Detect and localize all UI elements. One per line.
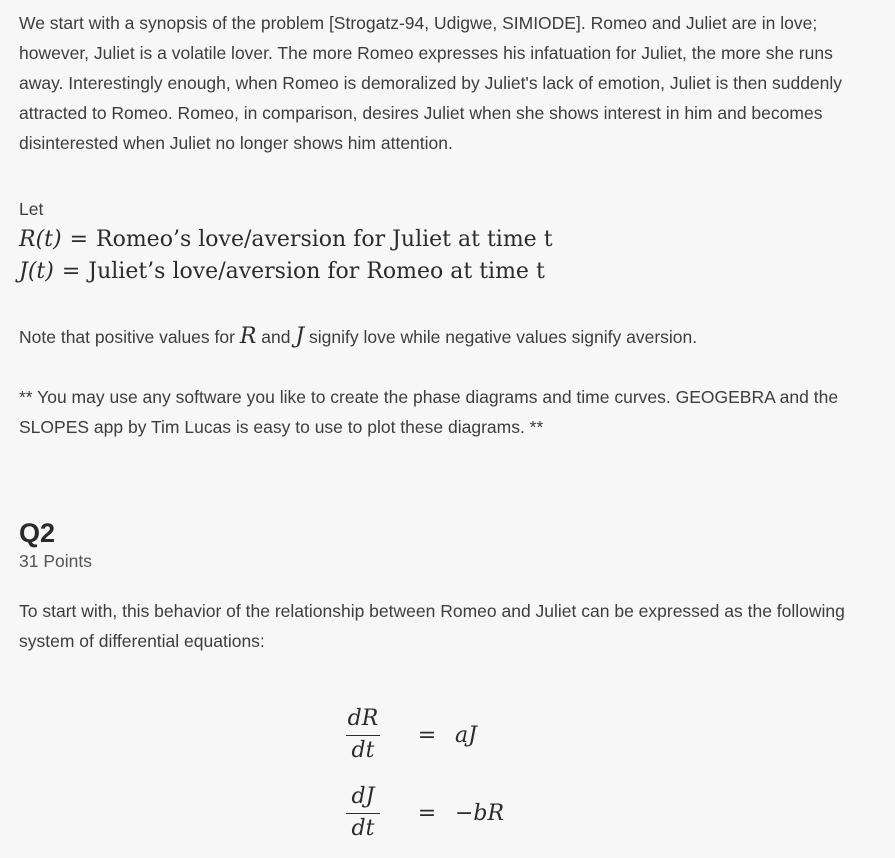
let-label: Let [19,199,44,219]
differential-equations [343,700,504,848]
equals-sign: = [69,227,89,252]
equals-sign: = [417,800,437,826]
note-text: signify love while negative values signify aversion. [304,327,698,347]
definition-romeo [19,224,879,256]
question-points: 31 Points [19,551,92,571]
fraction-denominator: dt [351,815,375,841]
derivative-fraction [343,705,383,766]
equation-rhs: aJ [455,722,477,748]
definition-rhs: Juliet’s love/aversion for Romeo at time t [88,259,545,284]
equation-dr-dt [343,700,504,770]
question-title: Q2 [19,518,56,548]
definition-lhs: R(t) [19,227,62,252]
sign-note [19,322,879,352]
variable-j: J [295,324,305,349]
fraction-numerator: dR [347,705,379,731]
fraction-denominator: dt [351,737,375,763]
equals-sign: = [417,722,437,748]
question-text: To start with, this behavior of the relationship between Romeo and Juliet can be expressed as the following system of differential equations: [19,601,845,651]
question-page [19,8,879,656]
derivative-fraction [343,783,383,844]
note-text: Note that positive values for [19,327,240,347]
fraction-numerator: dJ [351,783,375,809]
definition-juliet [19,256,879,288]
definition-rhs: Romeo’s love/aversion for Juliet at time t [96,227,553,252]
equation-rhs: −bR [455,800,505,826]
definitions-block [19,194,879,288]
definition-lhs: J(t) [19,259,54,284]
variable-r: R [239,324,257,349]
equation-dj-dt [343,778,504,848]
intro-paragraph: We start with a synopsis of the problem [Strogatz-94, Udigwe, SIMIODE]. Romeo and Juliet are in love; however, Juliet is a volatile lover. The more Romeo expresses his infatuation for Juliet, the more she runs away. Interestingly enough, when Romeo is demoralized by Juliet's lack of emotion, Juliet is then suddenly attracted to Romeo. Romeo, in comparison, desires Juliet when she shows interest in him and becomes disinterested when Juliet no longer shows him attention. [19,13,843,153]
equals-sign: = [61,259,81,284]
software-note: ** You may use any software you like to create the phase diagrams and time curves. GEOGEBRA and the SLOPES app by Tim Lucas is easy to use to plot these diagrams. ** [19,387,839,437]
note-text: and [256,327,296,347]
